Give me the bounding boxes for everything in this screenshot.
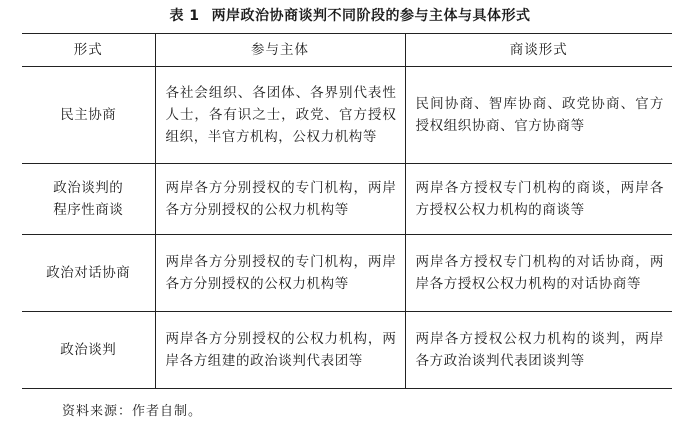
table-row bbox=[22, 164, 672, 235]
cell-mode: 两岸各方授权公权力机构的谈判，两岸各方政治谈判代表团谈判等 bbox=[405, 312, 672, 389]
table-row bbox=[22, 67, 672, 164]
cell-mode: 两岸各方授权专门机构的对话协商，两岸各方授权公权力机构的对话协商等 bbox=[405, 235, 672, 312]
table-number: 表 1 bbox=[169, 8, 200, 24]
cell-form: 政治谈判 bbox=[60, 342, 117, 358]
table-title: 两岸政治协商谈判不同阶段的参与主体与具体形式 bbox=[211, 8, 531, 24]
cell-form bbox=[22, 164, 155, 235]
table-row bbox=[22, 235, 672, 312]
table-caption bbox=[0, 6, 700, 26]
header-row bbox=[22, 34, 672, 67]
stages-table bbox=[22, 33, 672, 389]
cell-form: 政治对话协商 bbox=[46, 265, 131, 281]
header-actors: 参与主体 bbox=[155, 34, 405, 67]
table-row bbox=[22, 312, 672, 389]
cell-form-text: 政治谈判的程序性商谈 bbox=[53, 180, 124, 218]
cell-actors: 两岸各方分别授权的专门机构，两岸各方分别授权的公权力机构等 bbox=[155, 164, 405, 235]
cell-form: 民主协商 bbox=[60, 107, 117, 123]
header-form: 形式 bbox=[73, 42, 103, 58]
cell-mode: 民间协商、智库协商、政党协商、官方授权组织协商、官方协商等 bbox=[405, 67, 672, 164]
cell-actors: 各社会组织、各团体、各界别代表性人士，各有识之士，政党、官方授权组织，半官方机构，公权力机构等 bbox=[155, 67, 405, 164]
cell-actors: 两岸各方分别授权的专门机构，两岸各方分别授权的公权力机构等 bbox=[155, 235, 405, 312]
source-note: 资料来源：作者自制。 bbox=[62, 404, 203, 419]
cell-mode: 两岸各方授权专门机构的商谈，两岸各方授权公权力机构的商谈等 bbox=[405, 164, 672, 235]
cell-actors: 两岸各方分别授权的公权力机构，两岸各方组建的政治谈判代表团等 bbox=[155, 312, 405, 389]
header-mode: 商谈形式 bbox=[405, 34, 672, 67]
